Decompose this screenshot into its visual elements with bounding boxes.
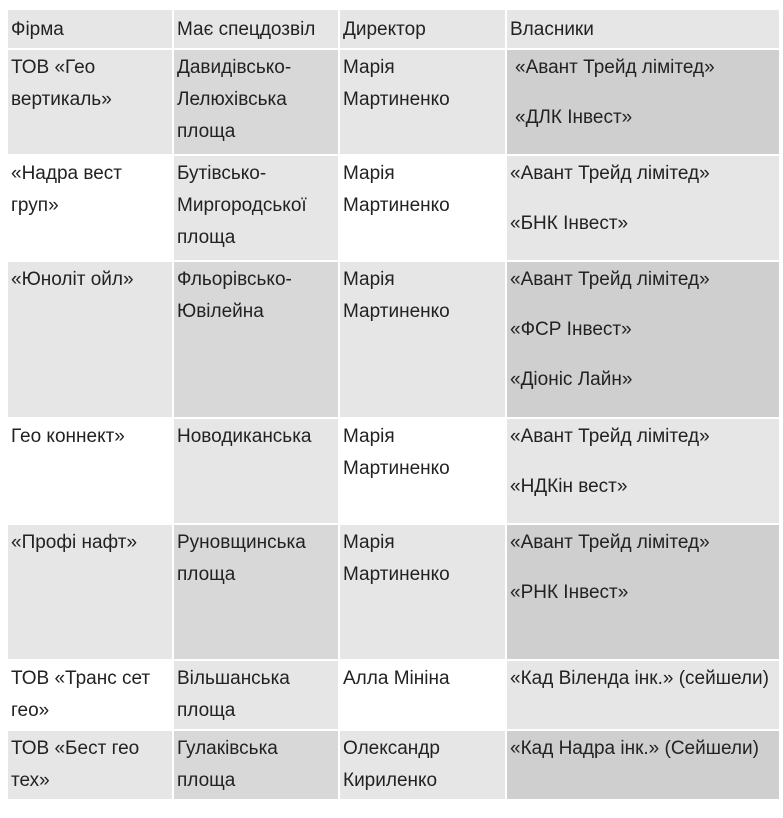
owner-item: «БНК Інвест»: [510, 213, 629, 234]
cell-permit: Фльорівсько-Ювілейна: [174, 262, 338, 417]
owner-item: «Авант Трейд лімітед»: [510, 426, 710, 447]
cell-owners: [507, 262, 779, 417]
cell-permit: Гулаківська площа: [174, 731, 338, 799]
cell-owners: [507, 156, 779, 260]
owner-item: «Кад Надра інк.» (Сейшели): [510, 738, 759, 759]
cell-permit: Руновщинська площа: [174, 525, 338, 659]
cell-director: Олександр Кириленко: [340, 731, 505, 799]
table-row: [8, 156, 779, 260]
cell-director: Марія Мартиненко: [340, 156, 505, 260]
header-director: Директор: [340, 10, 505, 48]
cell-firm: «Юноліт ойл»: [8, 262, 172, 417]
header-firm: Фірма: [8, 10, 172, 48]
table-row: [8, 525, 779, 659]
owner-item: «ДЛК Інвест»: [515, 107, 633, 128]
cell-firm: ТОВ «Бест гео тех»: [8, 731, 172, 799]
cell-permit: Вільшанська площа: [174, 661, 338, 729]
owner-item: «Авант Трейд лімітед»: [510, 163, 710, 184]
cell-permit: Давидівсько-Лелюхівська площа: [174, 50, 338, 154]
owner-item: «ФСР Інвест»: [510, 319, 632, 340]
cell-director: Алла Мініна: [340, 661, 505, 729]
cell-firm: «Профі нафт»: [8, 525, 172, 659]
owner-item: «Кад Віленда інк.» (сейшели): [510, 668, 769, 689]
cell-owners: [507, 50, 779, 154]
cell-permit: Новодиканська: [174, 419, 338, 523]
owner-item: «РНК Інвест»: [510, 582, 629, 603]
companies-table: [6, 8, 781, 801]
table-header-row: [8, 10, 779, 48]
cell-director: Марія Мартиненко: [340, 50, 505, 154]
table-row: [8, 661, 779, 729]
cell-firm: Гео коннект»: [8, 419, 172, 523]
owner-item: «Авант Трейд лімітед»: [510, 532, 710, 553]
owner-item: «Авант Трейд лімітед»: [510, 269, 710, 290]
cell-director: Марія Мартиненко: [340, 525, 505, 659]
header-owners: Власники: [507, 10, 779, 48]
owner-item: «Авант Трейд лімітед»: [515, 57, 715, 78]
header-permit: Має спецдозвіл: [174, 10, 338, 48]
table-row: [8, 262, 779, 417]
table-row: [8, 50, 779, 154]
cell-firm: ТОВ «Гео вертикаль»: [8, 50, 172, 154]
cell-owners: [507, 525, 779, 659]
cell-firm: ТОВ «Транс сет гео»: [8, 661, 172, 729]
owner-item: «НДКін вест»: [510, 476, 628, 497]
table-row: [8, 731, 779, 799]
cell-owners: [507, 731, 779, 799]
cell-owners: [507, 661, 779, 729]
table-row: [8, 419, 779, 523]
cell-permit: Бутівсько-Миргородської площа: [174, 156, 338, 260]
cell-director: Марія Мартиненко: [340, 419, 505, 523]
owner-item: «Діоніс Лайн»: [510, 369, 633, 390]
cell-director: Марія Мартиненко: [340, 262, 505, 417]
cell-firm: «Надра вест груп»: [8, 156, 172, 260]
cell-owners: [507, 419, 779, 523]
